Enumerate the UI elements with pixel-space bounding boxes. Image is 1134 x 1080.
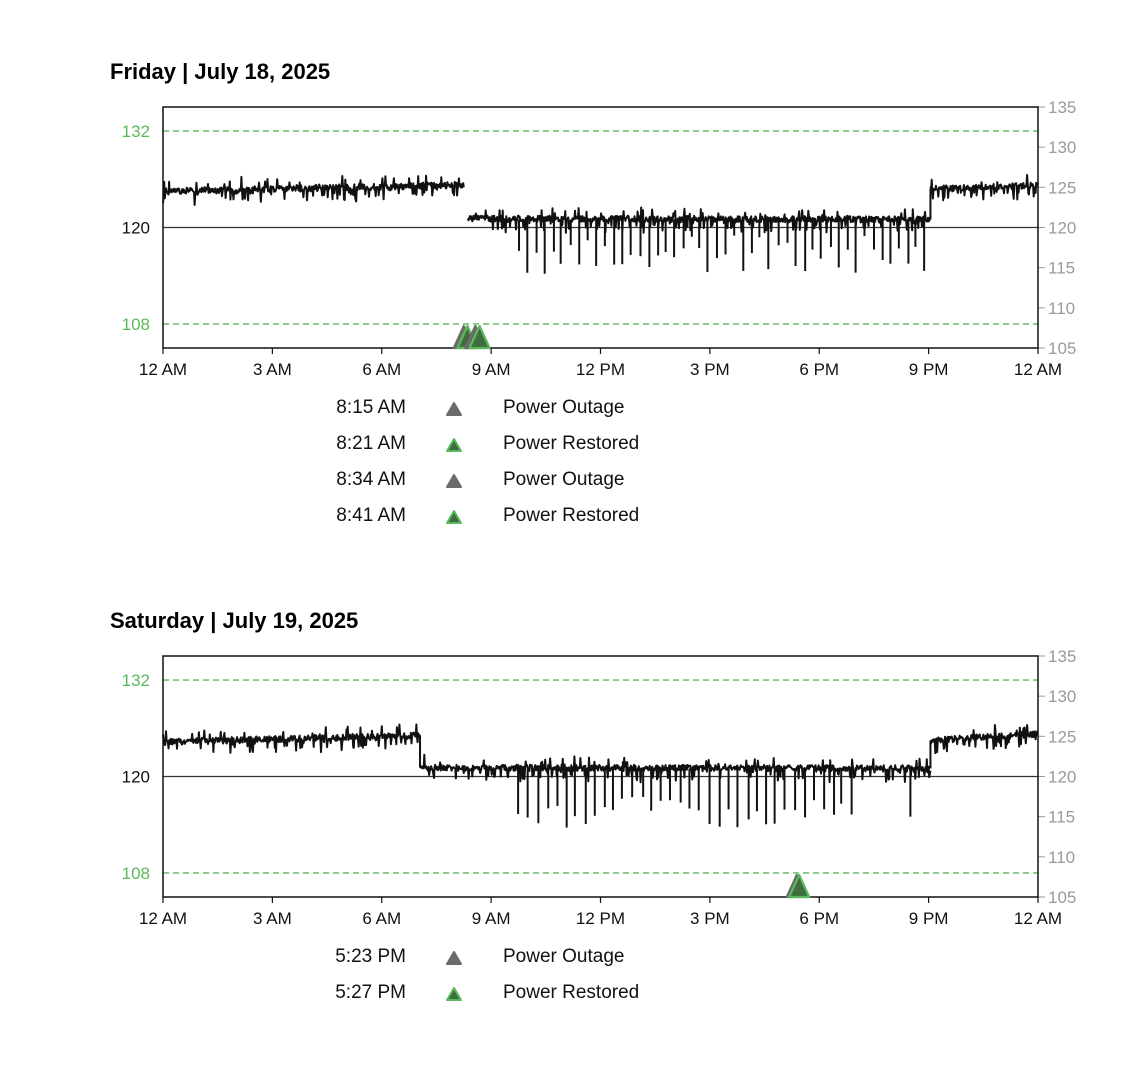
right-tick-label: 130 bbox=[1048, 138, 1077, 158]
x-tick-label: 3 AM bbox=[253, 360, 292, 379]
right-tick-label: 105 bbox=[1048, 339, 1077, 358]
event-time: 8:15 AM bbox=[336, 397, 406, 418]
event-time: 8:41 AM bbox=[336, 505, 406, 526]
voltage-chart-friday bbox=[0, 90, 1134, 390]
left-tick-label: 132 bbox=[121, 671, 150, 691]
right-tick-label: 120 bbox=[1048, 218, 1077, 238]
x-tick-label: 9 PM bbox=[908, 909, 949, 928]
outage-triangle-icon bbox=[445, 950, 463, 966]
legend-row bbox=[300, 396, 720, 432]
x-tick-label: 6 PM bbox=[799, 360, 840, 379]
x-tick-label: 12 PM bbox=[575, 360, 626, 379]
voltage-chart-saturday bbox=[0, 639, 1134, 939]
restored-triangle-icon bbox=[445, 509, 463, 525]
right-tick-label: 120 bbox=[1048, 767, 1077, 787]
right-tick-label: 115 bbox=[1048, 258, 1076, 278]
event-legend-friday bbox=[300, 396, 720, 540]
x-tick-label: 12 AM bbox=[138, 909, 188, 928]
voltage-segment bbox=[930, 725, 1038, 753]
voltage-segment bbox=[930, 175, 1038, 200]
voltage-segment bbox=[420, 755, 930, 783]
legend-row bbox=[300, 468, 720, 504]
x-tick-label: 6 AM bbox=[362, 360, 402, 379]
right-tick-label: 125 bbox=[1048, 178, 1077, 198]
right-tick-label: 135 bbox=[1048, 647, 1077, 666]
restored-triangle-icon bbox=[445, 437, 463, 453]
right-tick-label: 125 bbox=[1048, 727, 1077, 747]
chart-title-friday: Friday | July 18, 2025 bbox=[110, 59, 331, 84]
event-label: Power Restored bbox=[503, 982, 640, 1003]
event-label: Power Outage bbox=[503, 946, 625, 967]
event-time: 8:21 AM bbox=[336, 433, 406, 454]
restored-triangle-icon bbox=[445, 986, 463, 1002]
x-tick-label: 9 AM bbox=[471, 360, 511, 379]
event-time: 5:27 PM bbox=[335, 982, 406, 1003]
event-time: 8:34 AM bbox=[336, 469, 406, 490]
x-tick-label: 12 AM bbox=[1013, 360, 1063, 379]
x-tick-label: 3 PM bbox=[690, 909, 730, 928]
legend-row bbox=[300, 504, 720, 540]
outage-triangle-icon bbox=[445, 401, 463, 417]
left-tick-label: 108 bbox=[121, 314, 150, 334]
event-label: Power Outage bbox=[503, 397, 625, 418]
left-tick-label: 120 bbox=[121, 767, 150, 787]
event-label: Power Restored bbox=[503, 433, 640, 454]
right-tick-label: 110 bbox=[1048, 298, 1076, 318]
x-tick-label: 6 PM bbox=[799, 909, 840, 928]
legend-row bbox=[300, 432, 720, 468]
x-tick-label: 3 AM bbox=[253, 909, 292, 928]
event-label: Power Outage bbox=[503, 469, 625, 490]
legend-row bbox=[300, 981, 720, 1017]
x-tick-label: 9 PM bbox=[908, 360, 949, 379]
right-tick-label: 130 bbox=[1048, 687, 1077, 707]
event-legend-saturday bbox=[300, 945, 720, 1017]
x-tick-label: 9 AM bbox=[471, 909, 511, 928]
event-label: Power Restored bbox=[503, 505, 640, 526]
x-tick-label: 12 PM bbox=[575, 909, 626, 928]
x-tick-label: 6 AM bbox=[362, 909, 402, 928]
x-tick-label: 3 PM bbox=[690, 360, 730, 379]
left-tick-label: 120 bbox=[121, 218, 150, 238]
voltage-segment bbox=[163, 176, 464, 205]
outage-triangle-icon bbox=[445, 473, 463, 489]
right-tick-label: 115 bbox=[1048, 807, 1076, 827]
legend-row bbox=[300, 945, 720, 981]
x-tick-label: 12 AM bbox=[138, 360, 188, 379]
voltage-series bbox=[163, 175, 1038, 274]
chart-title-saturday: Saturday | July 19, 2025 bbox=[110, 608, 359, 633]
left-tick-label: 132 bbox=[121, 122, 150, 142]
right-tick-label: 110 bbox=[1048, 847, 1076, 867]
voltage-segment bbox=[163, 725, 420, 753]
event-time: 5:23 PM bbox=[335, 946, 406, 967]
left-tick-label: 108 bbox=[121, 863, 150, 883]
right-tick-label: 135 bbox=[1048, 98, 1077, 117]
x-tick-label: 12 AM bbox=[1013, 909, 1063, 928]
right-tick-label: 105 bbox=[1048, 888, 1077, 907]
